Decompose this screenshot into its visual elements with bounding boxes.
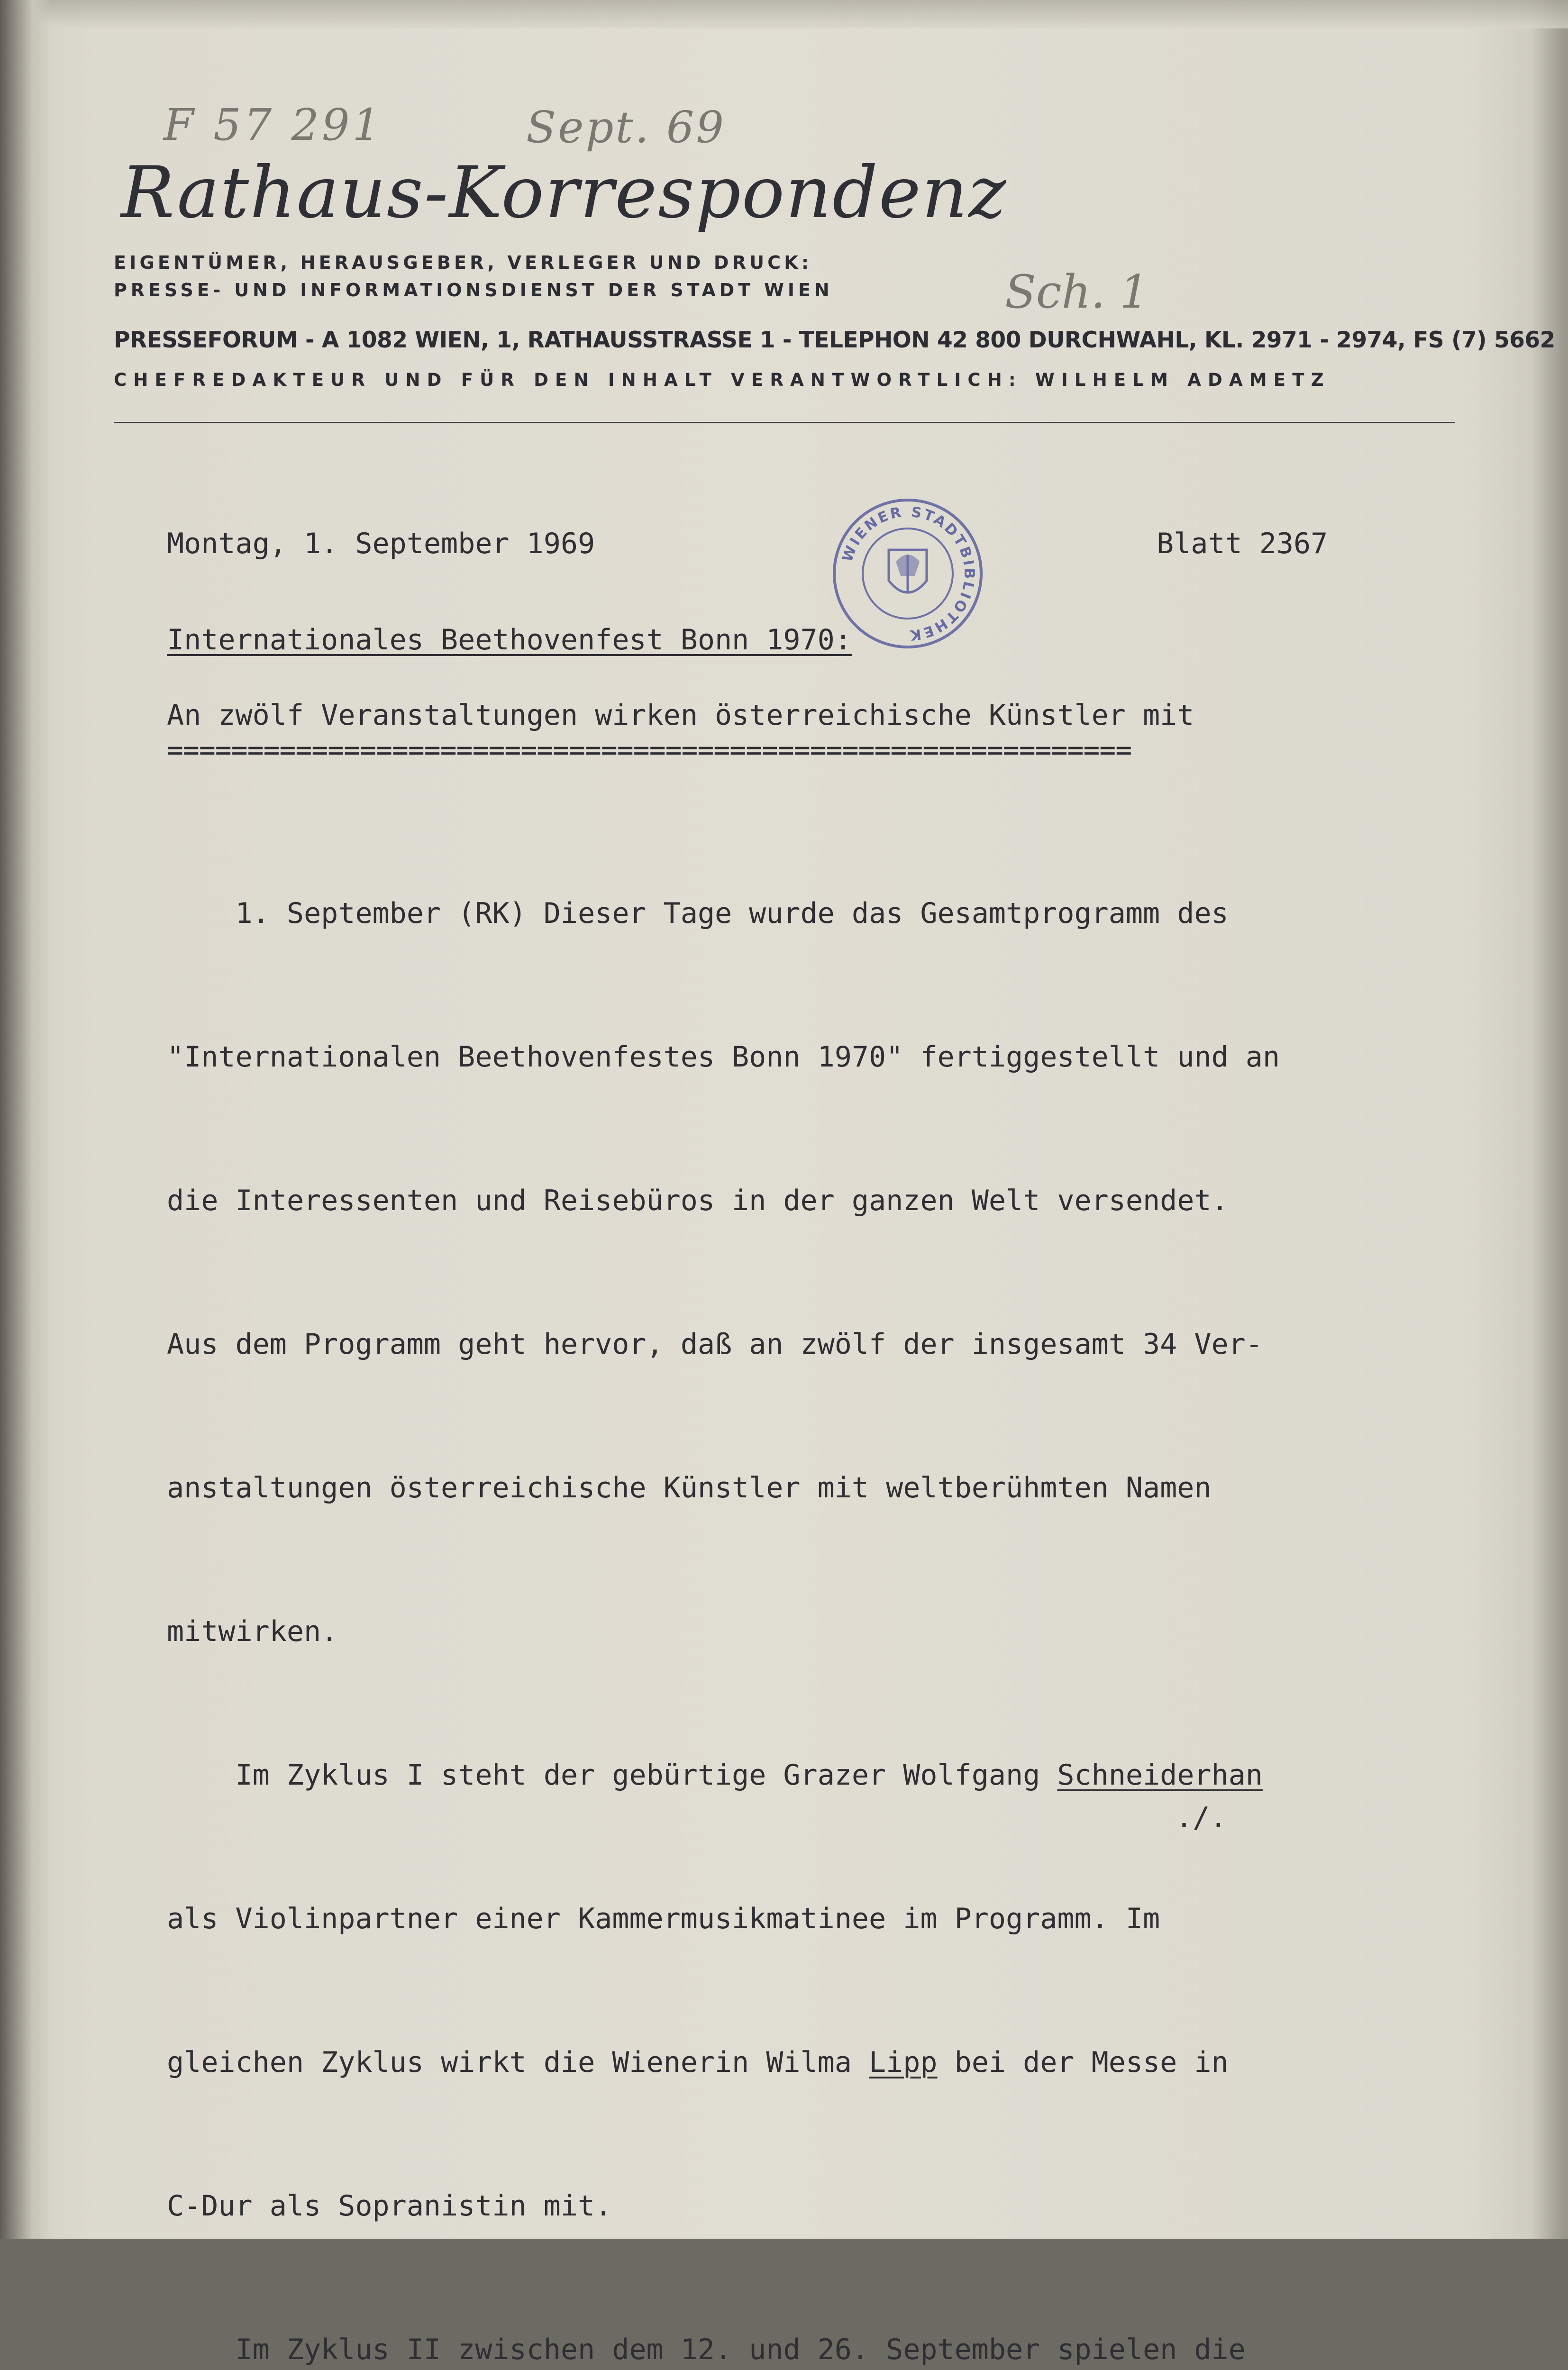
masthead-divider	[114, 422, 1455, 423]
body-line: Aus dem Programm geht hervor, daß an zwölf der insgesamt 34 Ver-	[167, 1328, 1263, 1361]
sheet-number: Blatt 2367	[1157, 527, 1328, 560]
article-heading-text: Internationales Beethovenfest Bonn 1970:	[167, 623, 852, 656]
stamp-text: WIENER STADTBIBLIOTHEK	[839, 503, 978, 644]
body-line: mitwirken.	[167, 1615, 338, 1648]
handwritten-archive-mark: Sch. 1	[1005, 265, 1149, 319]
name-schneiderhan: Schneiderhan	[1057, 1759, 1263, 1792]
body-text: Im Zyklus I steht der gebürtige Grazer Wolfgang	[167, 1759, 1057, 1792]
body-line: als Violinpartner einer Kammermusikmatinee im Programm. Im	[167, 1902, 1160, 1935]
body-line: anstaltungen österreichische Künstler mit weltberühmten Namen	[167, 1471, 1212, 1504]
article-body	[167, 794, 1280, 2370]
library-stamp	[830, 495, 986, 652]
masthead-address-line: PRESSEFORUM - A 1082 WIEN, 1, RATHAUSSTRASSE 1 - TELEPHON 42 800 DURCHWAHL, KL. 2971 - 2974, FS (7) 5662	[114, 327, 1555, 353]
article-heading	[167, 623, 852, 656]
body-text: gleichen Zyklus wirkt die Wienerin Wilma	[167, 2046, 869, 2079]
subheading-separator: ============================================================	[167, 734, 1132, 766]
body-line: "Internationalen Beethovenfestes Bonn 1970" fertiggestellt und an	[167, 1040, 1280, 1074]
continuation-mark: ./.	[1176, 1801, 1227, 1834]
body-line: C-Dur als Sopranistin mit.	[167, 2189, 612, 2223]
masthead-editor-line: CHEFREDAKTEUR UND FÜR DEN INHALT VERANTWORTLICH: WILHELM ADAMETZ	[114, 370, 1331, 390]
handwritten-archive-number: F 57 291	[164, 100, 383, 150]
masthead-publisher-line: PRESSE- UND INFORMATIONSDIENST DER STADT WIEN	[114, 280, 833, 301]
body-text: bei der Messe in	[937, 2046, 1229, 2079]
handwritten-archive-date: Sept. 69	[526, 102, 726, 153]
body-line	[167, 1751, 1280, 1799]
body-line	[167, 2039, 1280, 2087]
name-lipp: Lipp	[869, 2046, 938, 2079]
masthead-owner-line: EIGENTÜMER, HERAUSGEBER, VERLEGER UND DRUCK:	[114, 252, 812, 273]
masthead-title: Rathaus-Korrespondenz	[121, 152, 1007, 234]
body-line: 1. September (RK) Dieser Tage wurde das Gesamtprogramm des	[167, 897, 1229, 930]
body-line: die Interessenten und Reisebüros in der ganzen Welt versendet.	[167, 1184, 1229, 1217]
coat-of-arms-icon	[889, 550, 927, 592]
body-line: Im Zyklus II zwischen dem 12. und 26. September spielen die	[167, 2333, 1246, 2366]
article-subheading: An zwölf Veranstaltungen wirken österreichische Künstler mit	[167, 699, 1194, 732]
dateline: Montag, 1. September 1969	[167, 527, 595, 560]
